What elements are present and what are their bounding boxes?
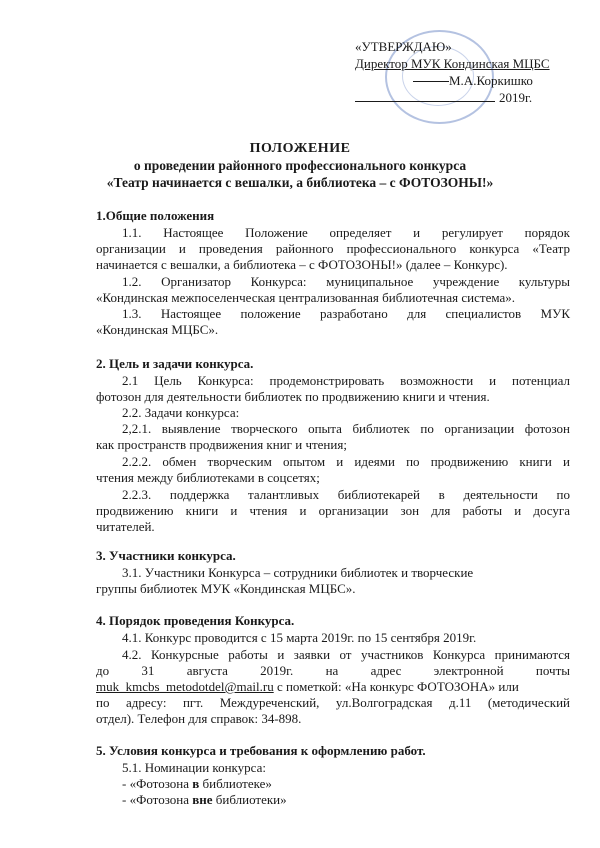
paragraph-2-2-1-end: как пространств продвижения книг и чтения; [96,437,347,452]
paragraph-1-1-cont: организации и проведения районного профессионального конкурса «Театр [96,241,570,256]
paragraph-2-2-3: 2.2.3. поддержка талантливых библиотекарей в деятельности по [122,487,570,502]
paragraph-2-1-end: фотозон для деятельности библиотек по продвижению книги и чтения. [96,389,490,404]
section-4-heading: 4. Порядок проведения Конкурса. [96,613,295,628]
paragraph-3-1: 3.1. Участники Конкурса – сотрудники библиотек и творческие [122,565,474,580]
signature-line [413,81,449,82]
approval-heading: «УТВЕРЖДАЮ» [355,39,452,54]
paragraph-4-1: 4.1. Конкурс проводится с 15 марта 2019г. по 15 сентября 2019г. [122,630,477,645]
document-title: ПОЛОЖЕНИЕ [249,141,351,156]
approval-signatory: М.А.Коркишко [449,73,533,88]
paragraph-4-2-email-line [96,679,519,695]
paragraph-2-2-3-end: читателей. [96,519,155,534]
paragraph-4-2-end: отдел). Телефон для справок: 34-898. [96,711,302,726]
email-link[interactable]: muk_kmcbs_metodotdel@mail.ru [96,679,274,694]
paragraph-3-1-end: группы библиотек МУК «Кондинская МЦБС». [96,581,356,596]
nomination-2: - «Фотозона вне библиотеки» [122,792,287,807]
section-3-heading: 3. Участники конкурса. [96,548,236,563]
nomination-1: - «Фотозона в библиотеке» [122,776,272,791]
paragraph-5-1: 5.1. Номинации конкурса: [122,760,266,775]
paragraph-1-2-end: «Кондинская межпоселенческая централизованная библиотечная система». [96,290,516,305]
email-line-rest: с пометкой: «На конкурс ФОТОЗОНА» или [273,679,519,694]
paragraph-4-2-address: по адресу: пгт. Междуреченский, ул.Волгоградская д.11 (методический [96,695,570,710]
document-subtitle: о проведении районного профессионального конкурса [133,158,467,173]
section-2-heading: 2. Цель и задачи конкурса. [96,356,254,371]
approval-block [355,38,550,106]
section-5-heading: 5. Условия конкурса и требования к оформлению работ. [96,743,426,758]
paragraph-1-3-end: «Кондинская МЦБС». [96,322,219,337]
date-line [355,101,495,102]
paragraph-2-2-2: 2.2.2. обмен творческим опытом и идеями по продвижению книги и [122,454,570,469]
paragraph-2-1: 2.1 Цель Конкурса: продемонстрировать возможности и потенциал [122,373,570,388]
paragraph-1-1-end: начинается с вешалки, а библиотека – с ФОТОЗОНЫ!» (далее – Конкурс). [96,257,508,272]
contest-name: «Театр начинается с вешалки, а библиотека – с ФОТОЗОНЫ!» [106,175,494,190]
section-1-heading: 1.Общие положения [96,208,215,223]
approval-director: Директор МУК Кондинская МЦБС [355,56,550,71]
paragraph-2-2-1: 2,2.1. выявление творческого опыта библиотек по организации фотозон [122,421,570,436]
approval-year: 2019г. [499,90,533,105]
paragraph-1-3: 1.3. Настоящее положение разработано для специалистов МУК [122,306,570,321]
paragraph-4-2: 4.2. Конкурсные работы и заявки от участников Конкурса принимаются [122,647,570,662]
paragraph-4-2-cont: до 31 августа 2019г. на адрес электронной почты [96,663,570,678]
paragraph-2-2-3-cont: продвижению книги и чтения и организации зон для работы и досуга [96,503,570,518]
paragraph-1-1: 1.1. Настоящее Положение определяет и регулирует порядок [122,225,570,240]
paragraph-2-2-2-end: чтения между библиотеками в соцсетях; [96,470,320,485]
paragraph-1-2: 1.2. Организатор Конкурса: муниципальное учреждение культуры [122,274,570,289]
paragraph-2-2: 2.2. Задачи конкурса: [122,405,240,420]
